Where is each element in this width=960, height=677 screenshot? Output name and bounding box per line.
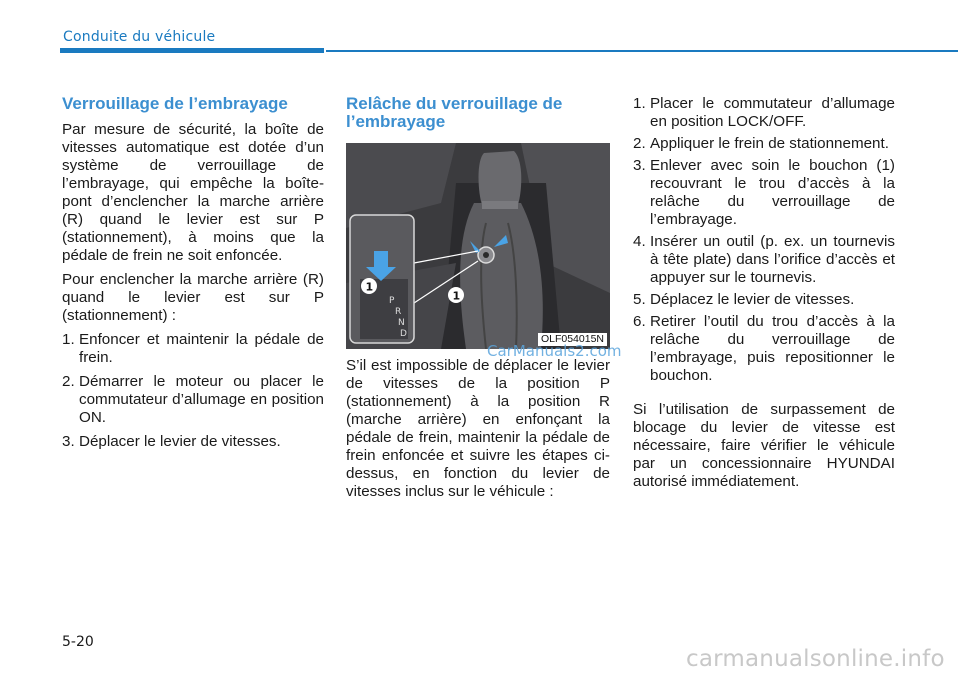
footer-watermark: carmanualsonline.info bbox=[686, 646, 945, 672]
gear-letter: D bbox=[400, 329, 407, 339]
figure-label: OLF054015N bbox=[538, 333, 607, 346]
callout-number: 1 bbox=[365, 280, 374, 294]
list-item: 1. Placer le commutateur d’allumage en position LOCK/OFF. bbox=[633, 95, 895, 130]
column-3 bbox=[633, 95, 895, 491]
watermark: CarManuals2.com bbox=[487, 342, 622, 360]
section-title: Conduite du véhicule bbox=[63, 29, 216, 45]
list-item: 2. Démarrer le moteur ou placer le commutateur d’allumage en position ON. bbox=[62, 373, 324, 426]
paragraph: Si l’utilisation de surpassement de blocage du levier de vitesse est nécessaire, faire vérifier le véhicule par un concessionnaire HYUNDAI autorisé immédiatement. bbox=[633, 401, 895, 490]
gear-shift-figure bbox=[346, 143, 610, 349]
list-item: 3. Enlever avec soin le bouchon (1) recouvrant le trou d’accès à la relâche du verrouillage de l’embrayage. bbox=[633, 157, 895, 228]
paragraph: Pour enclencher la marche arrière (R) quand le levier est sur P (stationnement) : bbox=[62, 271, 324, 324]
gear-letter: P bbox=[389, 296, 395, 306]
paragraph: S’il est impossible de déplacer le levier de vitesses de la position P (stationnement) à la position R (marche arrière) en enfonçant la pédale de frein, maintenir la pédale de frein enfoncée et suivre les étapes ci-dessus, en fonction du levier de vitesses inclus sur le véhicule : bbox=[346, 357, 610, 500]
column-1 bbox=[62, 95, 324, 451]
header-rule-thick bbox=[60, 48, 324, 53]
list-item: 3. Déplacer le levier de vitesses. bbox=[62, 433, 281, 450]
heading-clutch-lock: Verrouillage de l’embrayage bbox=[62, 94, 288, 113]
header-rule-thin bbox=[326, 50, 958, 52]
gear-letter: N bbox=[398, 318, 405, 328]
paragraph: Par mesure de sécurité, la boîte de vitesses automatique est dotée d’un système de verrouillage de l’embrayage, qui empêche la boîte-pont d’enclencher la marche arrière (R) quand le levier est sur P (stationnement), à moins que la pédale de frein ne soit enfoncée. bbox=[62, 121, 324, 264]
list-item: 4. Insérer un outil (p. ex. un tournevis à tête plate) dans l’orifice d’accès et appuyer sur le tournevis. bbox=[633, 233, 895, 286]
heading-clutch-release: Relâche du verrouillage de l’embrayage bbox=[346, 94, 563, 131]
list-item: 2. Appliquer le frein de stationnement. bbox=[633, 135, 889, 152]
steps-list bbox=[62, 331, 324, 451]
list-item: 6. Retirer l’outil du trou d’accès à la relâche du verrouillage de l’embrayage, puis repositionner le bouchon. bbox=[633, 313, 895, 384]
callout-number: 1 bbox=[452, 289, 461, 303]
gear-shift-illustration bbox=[346, 143, 610, 349]
page-number: 5-20 bbox=[62, 634, 94, 650]
column-2 bbox=[346, 95, 610, 501]
list-item: 1. Enfoncer et maintenir la pédale de frein. bbox=[62, 331, 324, 366]
gear-letter: R bbox=[395, 307, 402, 317]
list-item: 5. Déplacez le levier de vitesses. bbox=[633, 291, 855, 308]
steps-list bbox=[633, 95, 895, 385]
